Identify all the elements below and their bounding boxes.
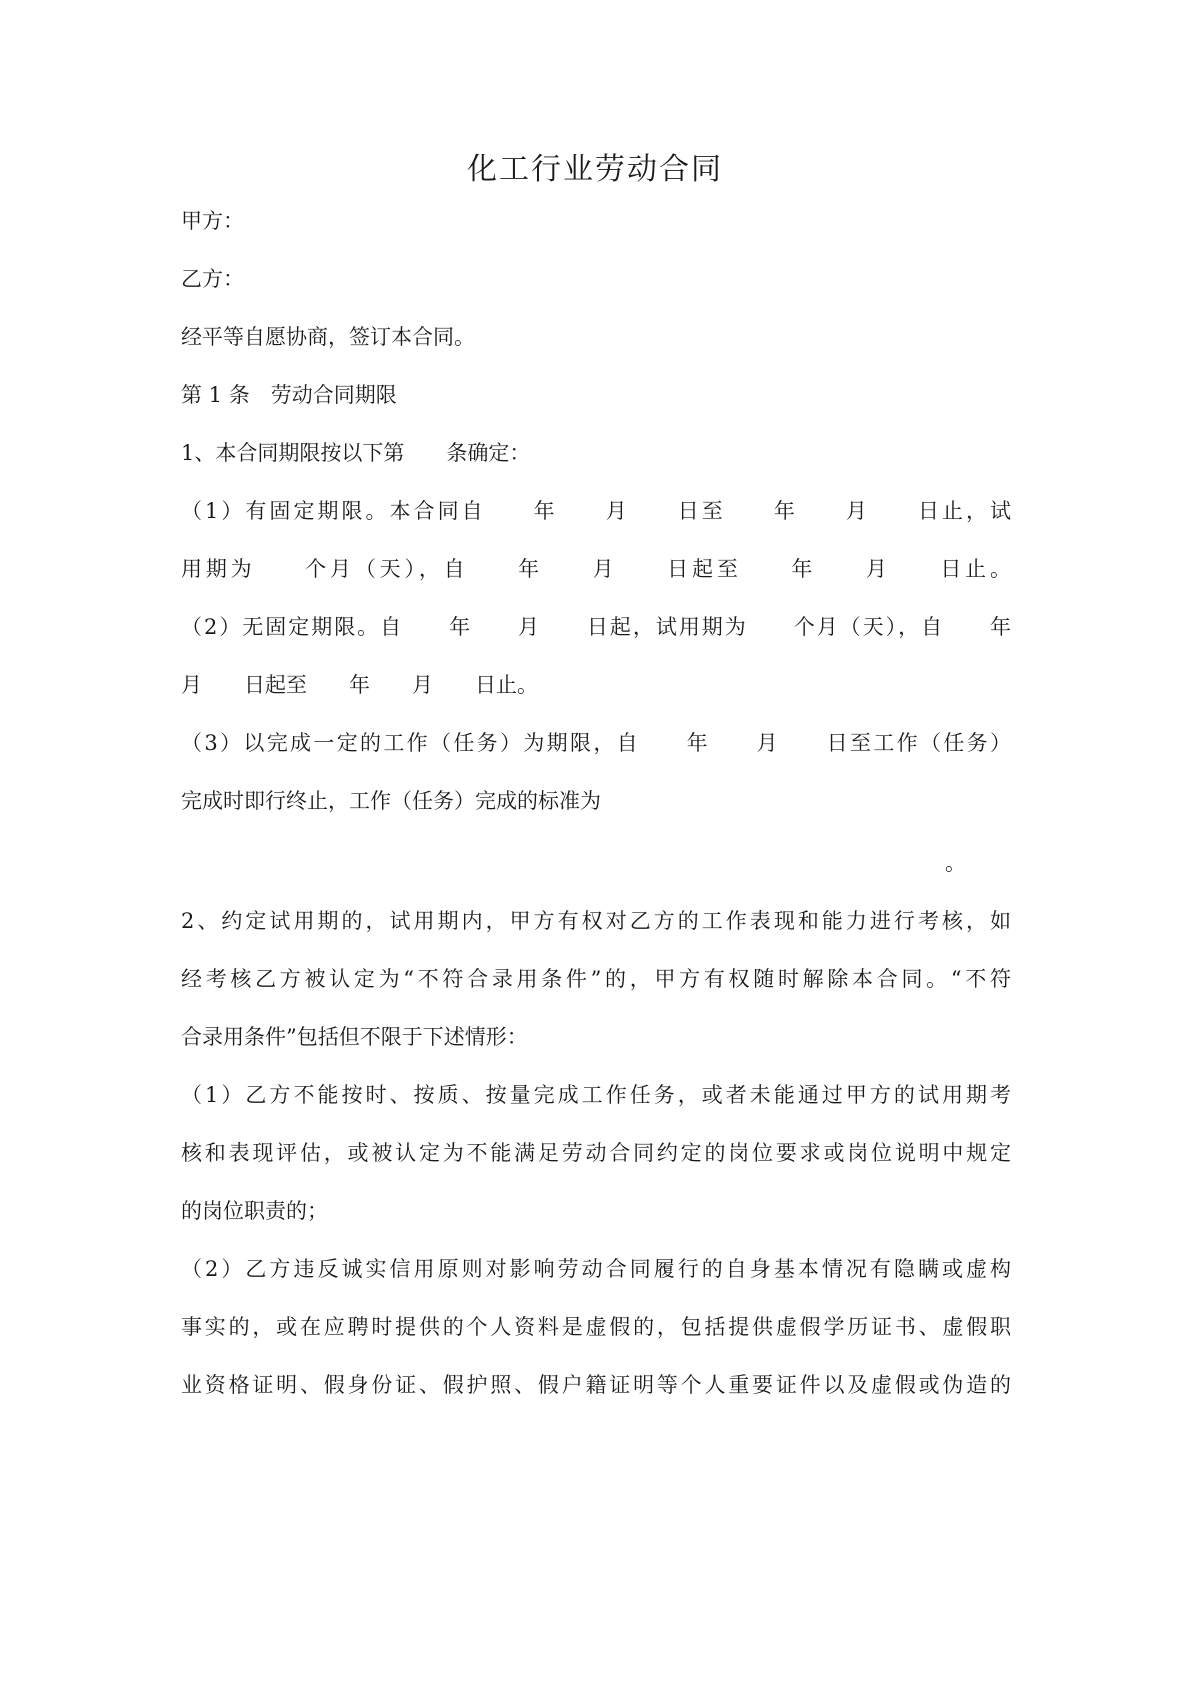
body-line: 的岗位职责的； xyxy=(181,1199,328,1223)
body-line: 甲方： xyxy=(181,209,244,233)
body-line: 1、本合同期限按以下第 条确定： xyxy=(181,441,531,465)
body-line: 乙方： xyxy=(181,267,244,291)
body-line: 核和表现评估，或被认定为不能满足劳动合同约定的岗位要求或岗位说明中规定 xyxy=(181,1141,1011,1165)
body-line: （2）无固定期限。自 年 月 日起，试用期为 个月（天），自 年 xyxy=(181,615,1011,639)
body-line: 月 日起至 年 月 日止。 xyxy=(181,673,538,697)
body-line: 经平等自愿协商，签订本合同。 xyxy=(181,325,475,349)
body-line: 用期为 个月（天），自 年 月 日起至 年 月 日止。 xyxy=(181,557,1011,581)
body-line: 事实的，或在应聘时提供的个人资料是虚假的，包括提供虚假学历证书、虚假职 xyxy=(181,1315,1011,1339)
body-line: （2）乙方违反诚实信用原则对影响劳动合同履行的自身基本情况有隐瞒或虚构 xyxy=(181,1257,1011,1281)
body-line: （1）有固定期限。本合同自 年 月 日至 年 月 日止，试 xyxy=(181,499,1011,523)
body-line: 经考核乙方被认定为“不符合录用条件”的，甲方有权随时解除本合同。“不符 xyxy=(181,967,1011,991)
body-line: （3）以完成一定的工作（任务）为期限，自 年 月 日至工作（任务） xyxy=(181,731,1011,755)
body-line: 业资格证明、假身份证、假护照、假户籍证明等个人重要证件以及虚假或伪造的 xyxy=(181,1373,1011,1397)
document-title: 化工行业劳动合同 xyxy=(467,152,723,187)
body-line: 2、约定试用期的，试用期内，甲方有权对乙方的工作表现和能力进行考核，如 xyxy=(181,909,1011,933)
body-line: 完成时即行终止，工作（任务）完成的标准为 xyxy=(181,789,601,813)
body-line: 合录用条件”包括但不限于下述情形： xyxy=(181,1025,528,1049)
body-line: （1）乙方不能按时、按质、按量完成工作任务，或者未能通过甲方的试用期考 xyxy=(181,1083,1011,1107)
end-mark: 。 xyxy=(945,851,966,875)
body-line: 第 1 条 劳动合同期限 xyxy=(181,383,397,407)
